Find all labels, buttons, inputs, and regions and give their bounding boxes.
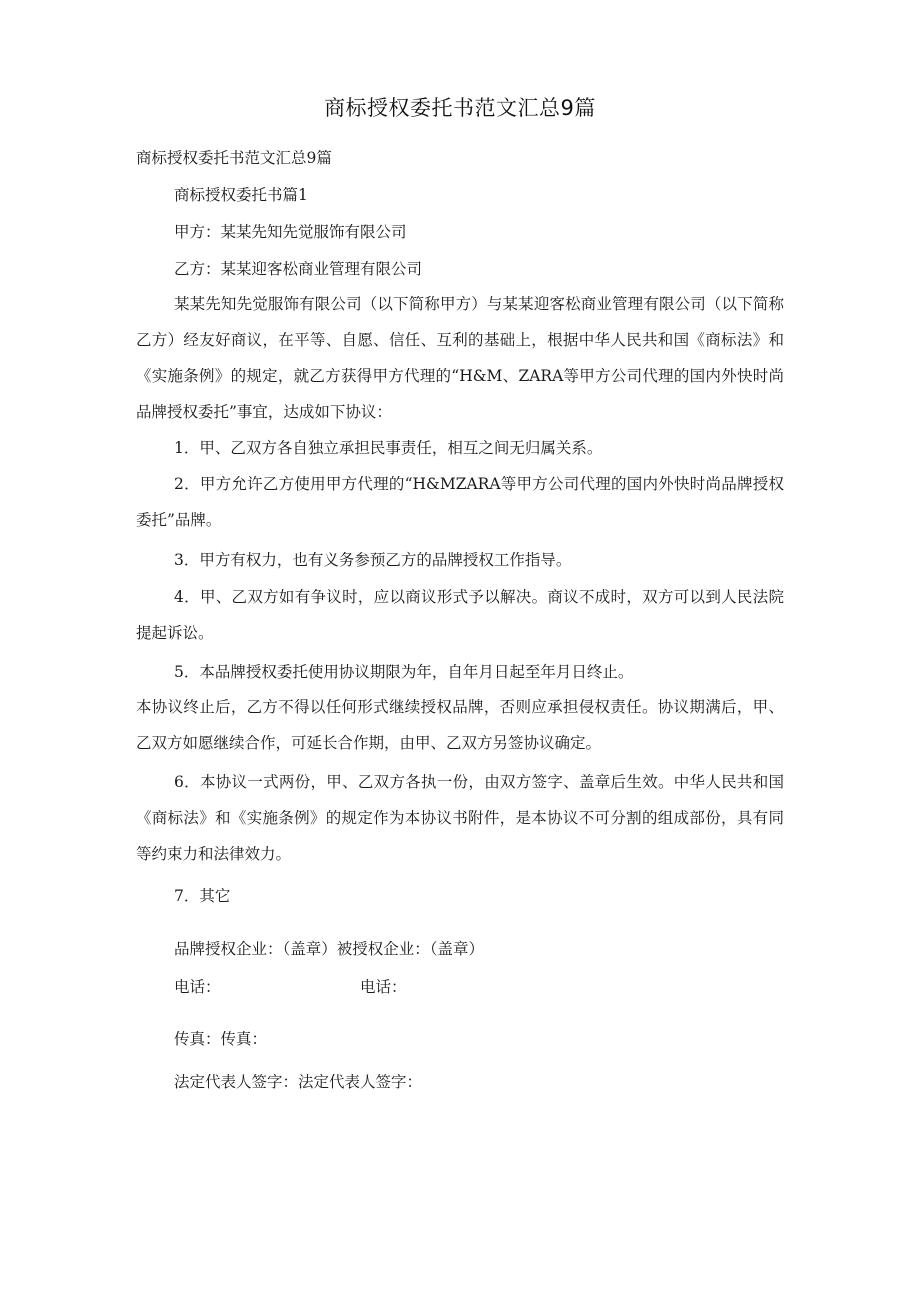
clause-2: 2．甲方允许乙方使用甲方代理的“H&MZARA等甲方公司代理的国内外快时尚品牌授权委托”品牌。 [136,475,784,529]
legal-representative-line: 法定代表人签字：法定代表人签字： [174,1073,423,1091]
intro-paragraph: 某某先知先觉服饰有限公司（以下简称甲方）与某某迎客松商业管理有限公司（以下简称乙方）经友好商议，在平等、自愿、信任、互利的基础上，根据中华人民共和国《商标法》和《实施条例》的规定，就乙方获得甲方代理的“H&M、ZARA等甲方公司代理的国内外快时尚品牌授权委托”事宜，达成如下协议： [136,295,784,421]
party-b: 乙方：某某迎客松商业管理有限公司 [174,260,423,278]
clause-7: 7．其它 [174,887,231,905]
section-heading: 商标授权委托书篇1 [174,186,308,204]
clause-4: 4．甲、乙双方如有争议时，应以商议形式予以解决。商议不成时，双方可以到人民法院提起诉讼。 [136,588,784,642]
clause-1: 1．甲、乙双方各自独立承担民事责任，相互之间无归属关系。 [174,439,603,457]
party-a: 甲方：某某先知先觉服饰有限公司 [174,223,407,241]
clause-6: 6．本协议一式两份，甲、乙双方各执一份，由双方签字、盖章后生效。中华人民共和国《商标法》和《实施条例》的规定作为本协议书附件，是本协议不可分割的组成部份，具有同等约束力和法律效力。 [136,773,784,863]
clause-5: 5．本品牌授权委托使用协议期限为年，自年月日起至年月日终止。 [174,663,634,681]
fax-line: 传真：传真： [174,1030,268,1048]
document-title: 商标授权委托书范文汇总9篇 [324,96,596,120]
clause-3: 3．甲方有权力，也有义务参预乙方的品牌授权工作指导。 [174,551,572,569]
phone-label-b: 电话： [360,978,407,996]
clause-5-continuation: 本协议终止后，乙方不得以任何形式继续授权品牌，否则应承担侵权责任。协议期满后，甲、乙双方如愿继续合作，可延长合作期，由甲、乙双方另签协议确定。 [136,698,784,752]
signature-enterprise-line: 品牌授权企业：（盖章）被授权企业：（盖章） [174,940,485,958]
document-subtitle: 商标授权委托书范文汇总9篇 [136,149,332,167]
phone-label-a: 电话： [174,978,221,996]
